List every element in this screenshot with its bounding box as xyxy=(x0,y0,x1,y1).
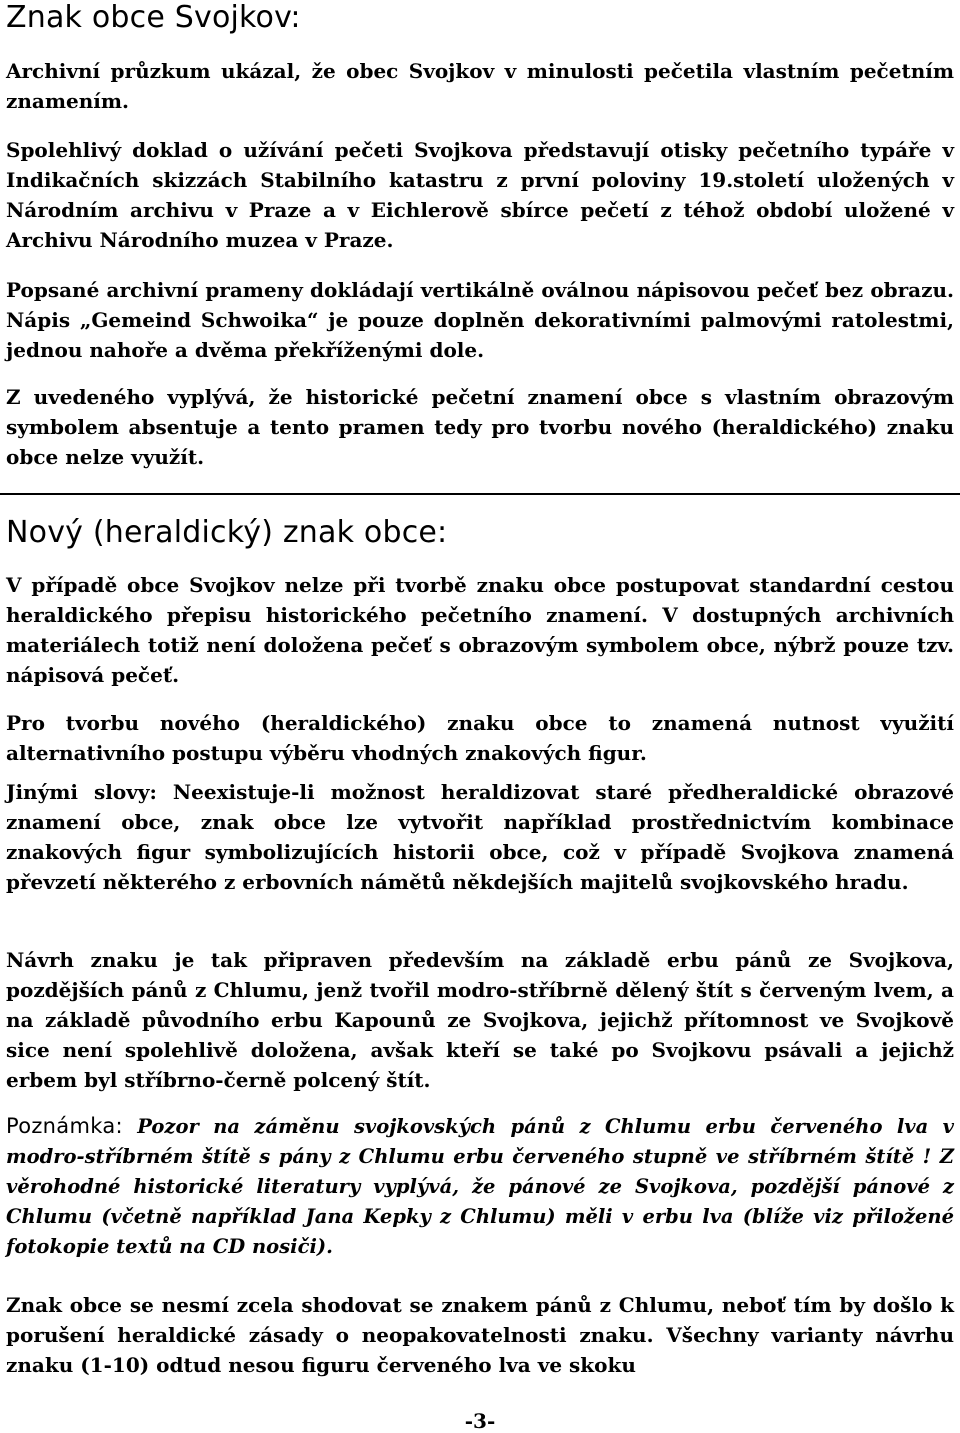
paragraph-alternative-approach: Pro tvorbu nového (heraldického) znaku obce to znamená nutnost využití alternativního postupu výběru vhodných znakových figur. xyxy=(6,711,954,765)
note-text: Pozor na záměnu svojkovských pánů z Chlumu erbu červeného lva v modro-stříbrném štítě s pány z Chlumu erbu červeného stupně ve stříbrném štítě ! Z věrohodné historické literatury vyplývá, že pánové ze Svojkova, pozdější pánové z Chlumu (včetně například Jana Kepky z Chlumu) měli v erbu lva (blíže viz přiložené fotokopie textů na CD nosiči). xyxy=(6,1115,954,1258)
page-number: -3- xyxy=(464,1409,496,1433)
paragraph-seal-description: Popsané archivní prameny dokládají vertikálně oválnou nápisovou pečeť bez obrazu. Nápis „Gemeind Schwoika“ je pouze doplněn dekorativními palmovými ratolestmi, jednou nahoře a dvěma překříženými dole. xyxy=(6,278,954,362)
section-divider xyxy=(0,493,960,495)
paragraph-seal-evidence: Spolehlivý doklad o užívání pečeti Svojkova představují otisky pečetního typáře v Indikačních skizzách Stabilního katastru z první poloviny 19.století uložených v Národním archivu v Praze a v Eichlerově sbírce pečetí z téhož období uložené v Archivu Národního muzea v Praze. xyxy=(6,138,954,252)
note-paragraph xyxy=(6,1111,954,1262)
paragraph-standard-approach: V případě obce Svojkov nelze při tvorbě znaku obce postupovat standardní cestou heraldického přepisu historického pečetního znamení. V dostupných archivních materiálech totiž není doložena pečeť s obrazovým symbolem obce, nýbrž pouze tzv. nápisová pečeť. xyxy=(6,573,954,687)
paragraph-closing: Znak obce se nesmí zcela shodovat se znakem pánů z Chlumu, neboť tím by došlo k porušení heraldické zásady o neopakovatelnosti znaku. Všechny varianty návrhu znaku (1-10) odtud nesou figuru červeného lva ve skoku xyxy=(6,1293,954,1377)
paragraph-design-proposal: Návrh znaku je tak připraven především na základě erbu pánů ze Svojkova, pozdějších pánů z Chlumu, jenž tvořil modro-stříbrně dělený štít s červeným lvem, a na základě původního erbu Kapounů ze Svojkova, jejichž přítomnost ve Svojkově sice není spolehlivě doložena, avšak kteří se také po Svojkovu psávali a jejichž erbem byl stříbrno-černě polcený štít. xyxy=(6,948,954,1092)
section-title-coat-of-arms: Znak obce Svojkov: xyxy=(6,0,301,35)
paragraph-archival-research: Archivní průzkum ukázal, že obec Svojkov v minulosti pečetila vlastním pečetním znamením. xyxy=(6,59,954,113)
section-title-new-coat-of-arms: Nový (heraldický) znak obce: xyxy=(6,515,448,550)
paragraph-in-other-words: Jinými slovy: Neexistuje-li možnost heraldizovat staré předheraldické obrazové znamení obce, znak obce lze vytvořit například prostřednictvím kombinace znakových figur symbolizujících historii obce, což v případě Svojkova znamená převzetí některého z erbovních námětů někdejších majitelů svojkovského hradu. xyxy=(6,780,954,894)
paragraph-conclusion: Z uvedeného vyplývá, že historické pečetní znamení obce s vlastním obrazovým symbolem absentuje a tento pramen tedy pro tvorbu nového (heraldického) znaku obce nelze využít. xyxy=(6,385,954,469)
note-label: Poznámka: xyxy=(6,1114,123,1138)
